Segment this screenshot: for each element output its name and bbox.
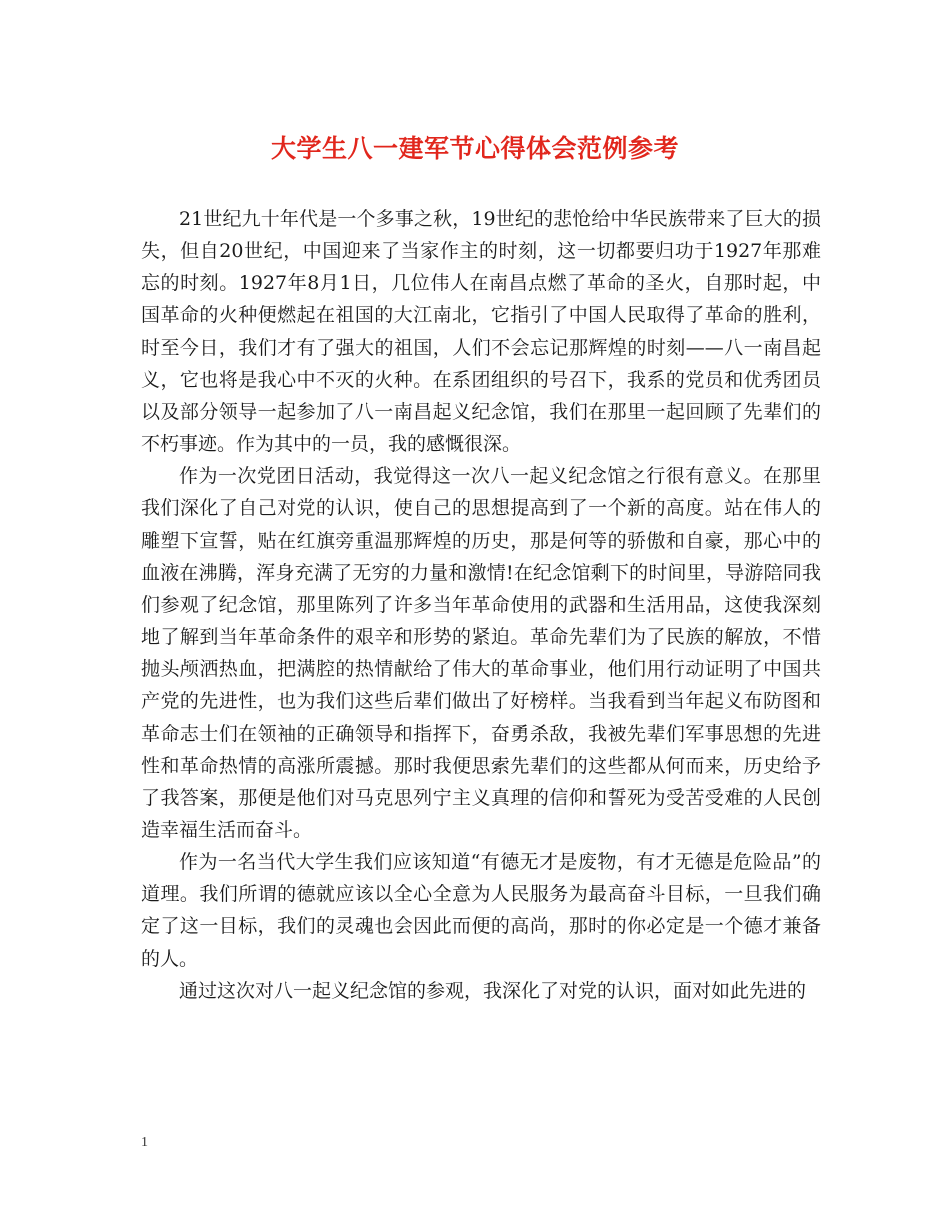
paragraph-4: 通过这次对八一起义纪念馆的参观，我深化了对党的认识，面对如此先进的	[179, 979, 807, 1002]
paragraph-1: 21世纪九十年代是一个多事之秋，19世纪的悲怆给中华民族带来了巨大的损失，但自20世纪，中国迎来了当家作主的时刻，这一切都要归功于1927年那难忘的时刻。1927年8月1日，几位伟人在南昌点燃了革命的圣火，自那时起，中国革命的火种便燃起在祖国的大江南北，它指引了中国人民取得了革命的胜利，时至今日，我们才有了强大的祖国，人们不会忘记那辉煌的时刻——八一南昌起义，它也将是我心中不灭的火种。在系团组织的号召下，我系的党员和优秀团员以及部分领导一起参加了八一南昌起义纪念馆，我们在那里一起回顾了先辈们的不朽事迹。作为其中的一员，我的感慨很深。	[141, 208, 821, 456]
paragraph-2: 作为一次党团日活动，我觉得这一次八一起义纪念馆之行很有意义。在那里我们深化了自己对党的认识，使自己的思想提高到了一个新的高度。站在伟人的雕塑下宣誓，贴在红旗旁重温那辉煌的历史，那是何等的骄傲和自豪，那心中的血液在沸腾，浑身充满了无穷的力量和激情!在纪念馆剩下的时间里，导游陪同我们参观了纪念馆，那里陈列了许多当年革命使用的武器和生活用品，这使我深刻地了解到当年革命条件的艰辛和形势的紧迫。革命先辈们为了民族的解放，不惜抛头颅洒热血，把满腔的热情献给了伟大的革命事业，他们用行动证明了中国共产党的先进性，也为我们这些后辈们做出了好榜样。当我看到当年起义布防图和革命志士们在领袖的正确领导和指挥下，奋勇杀敌，我被先辈们军事思想的先进性和革命热情的高涨所震撼。那时我便思索先辈们的这些都从何而来，历史给予了我答案，那便是他们对马克思列宁主义真理的信仰和誓死为受苦受难的人民创造幸福生活而奋斗。	[141, 465, 821, 841]
paragraph-3: 作为一名当代大学生我们应该知道“有德无才是废物，有才无德是危险品”的道理。我们所谓的德就应该以全心全意为人民服务为最高奋斗目标，一旦我们确定了这一目标，我们的灵魂也会因此而便的高尚，那时的你必定是一个德才兼备的人。	[141, 851, 821, 970]
document-body	[141, 203, 821, 1007]
document-title: 大学生八一建军节心得体会范例参考	[270, 134, 679, 163]
page-number: 1	[141, 1135, 148, 1150]
